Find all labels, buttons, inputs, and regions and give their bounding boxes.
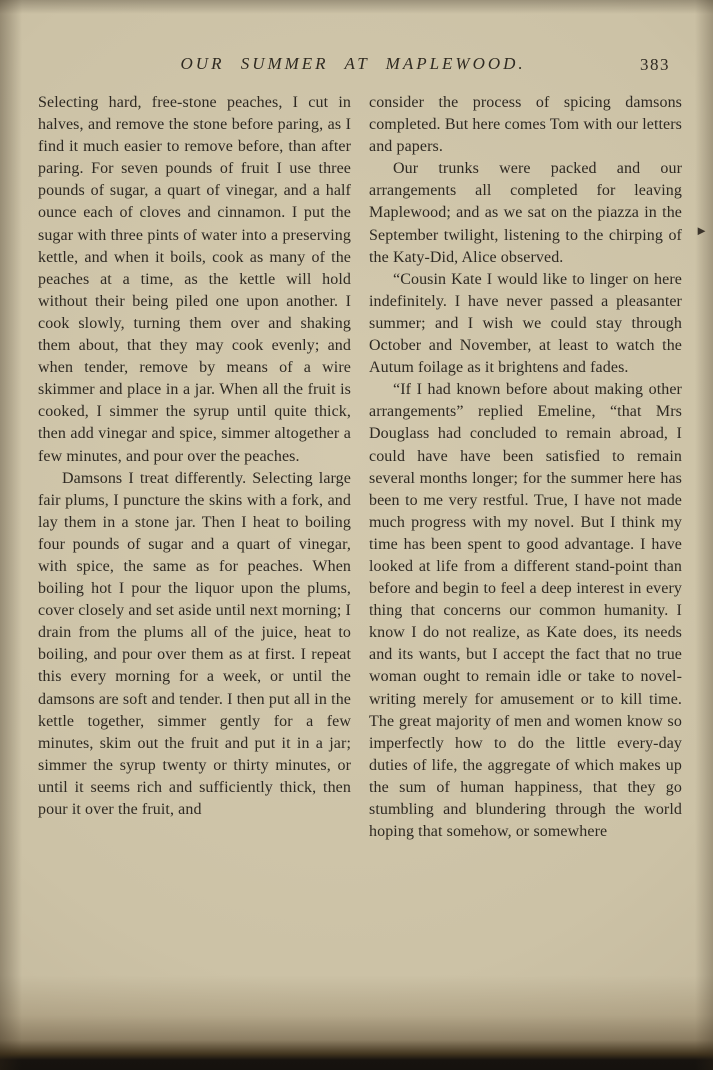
right-column xyxy=(369,92,682,1030)
paragraph: Damsons I treat differently. Selecting large fair plums, I puncture the skins with a fork, and lay them in a stone jar. Then I heat to boiling four pounds of sugar and a quart of vinegar, with spice, the same as for peaches. When boiling hot I pour the liquor upon the plums, cover closely and set aside until next morning; I drain from the plums all of the juice, heat to boiling, and pour over them as at first. I repeat this every morning for a week, or until the damsons are soft and tender. I then put all in the kettle together, simmer gently for a few minutes, skim out the fruit and put it in a jar; simmer the syrup twenty or thirty minutes, or until it seems rich and sufficiently thick, then pour it over the fruit, and xyxy=(38,469,351,818)
page-header xyxy=(38,54,682,80)
paragraph: Our trunks were packed and our arrangements all completed for leaving Maplewood; and as we sat on the piazza in the September twilight, listening to the chirping of the Katy-Did, Alice observed. xyxy=(369,160,682,266)
running-title: OUR SUMMER AT MAPLEWOOD. xyxy=(180,54,526,73)
paragraph: consider the process of spicing damsons completed. But here comes Tom with our letters and papers. xyxy=(369,94,682,156)
page-number: 383 xyxy=(640,55,670,74)
left-column xyxy=(38,92,351,1030)
text-columns xyxy=(38,92,682,1030)
paragraph: Selecting hard, free-stone peaches, I cut in halves, and remove the stone before paring, as I find it much easier to remove before, than after paring. For seven pounds of fruit I use three pounds of sugar, a quart of vinegar, and a half ounce each of cloves and cinnamon. I put the sugar with three pints of water into a preserving kettle, and when it boils, cook as many of the peaches at a time, as the kettle will hold without their being piled one upon another. I cook slowly, turning them over and shaking them about, that they may cook evenly; and when tender, remove by means of a wire skimmer and place in a jar. When all the fruit is cooked, I simmer the syrup until quite thick, then add vinegar and spice, simmer altogether a few minutes, and pour over the peaches. xyxy=(38,94,351,465)
paragraph: “Cousin Kate I would like to linger on here indefinitely. I have never passed a pleasanter summer; and I wish we could stay through October and November, at least to watch the Autum foilage as it brightens and fades. xyxy=(369,270,682,377)
margin-pointer-icon: ► xyxy=(695,223,708,238)
paragraph: “If I had known before about making other arrangements” replied Emeline, “that Mrs Douglass had concluded to remain abroad, I could have have been satisfied to remain several months longer; for the summer here has been to me very restful. True, I have not made much progress with my novel. But I think my time has been spent to good advantage. I have looked at life from a different stand-point than before and begin to feel a deep interest in every thing that concerns our common humanity. I know I do not realize, as Kate does, its needs and its wants, but I accept the fact that no true woman ought to remain idle or take to novel-writing merely for amusement or to kill time. The great majority of men and women know so imperfectly how to do the little every-day duties of life, the aggregate of which makes up the sum of human happiness, that they go stumbling and blundering through the world hoping that somehow, or somewhere xyxy=(369,381,682,841)
